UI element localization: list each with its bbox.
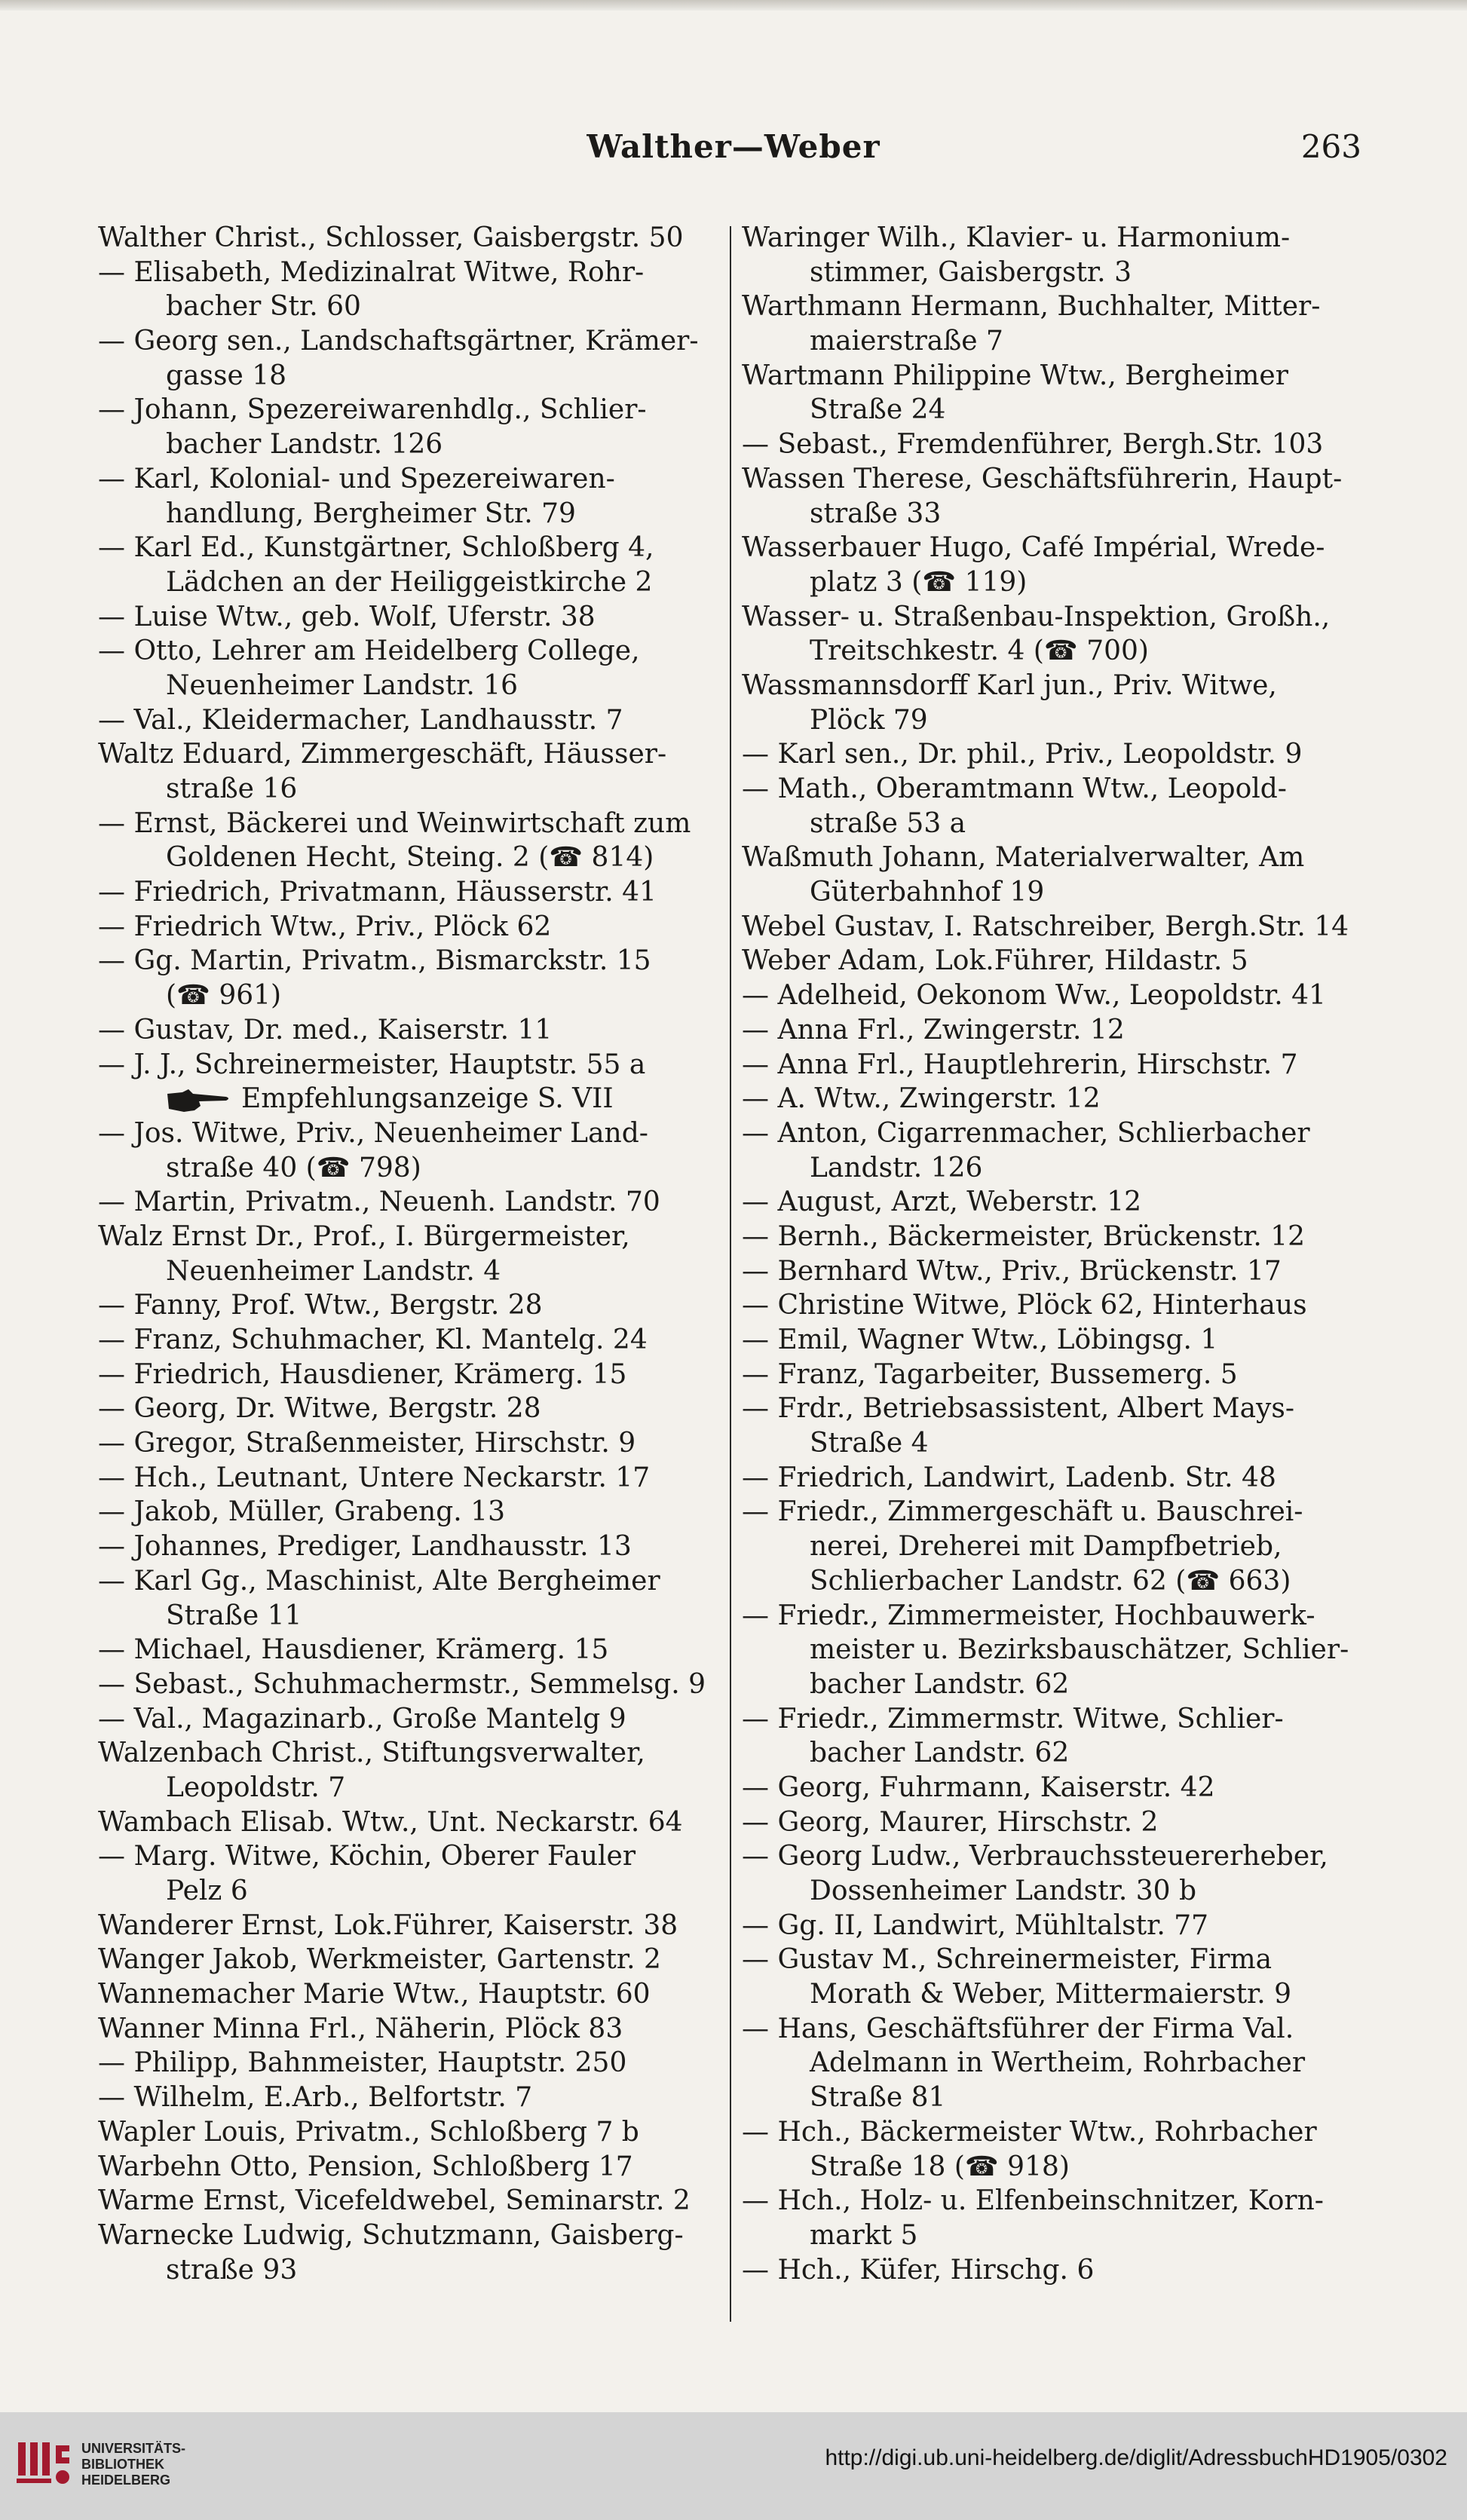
directory-entry-line	[98, 1977, 713, 2012]
entry-text: Adelmann in Wertheim, Rohrbacher	[810, 2047, 1306, 2079]
entry-text: — Johann, Spezereiwarenhdlg., Schlier-	[98, 394, 647, 426]
directory-entry-line	[742, 359, 1372, 393]
entry-text: — Bernhard Wtw., Priv., Brückenstr. 17	[742, 1255, 1282, 1287]
directory-entry-line	[98, 1909, 713, 1943]
entry-text: Webel Gustav, I. Ratschreiber, Bergh.Str. 14	[742, 911, 1349, 942]
directory-entry-line	[742, 772, 1372, 807]
entry-text: — Georg, Fuhrmann, Kaiserstr. 42	[742, 1771, 1215, 1803]
pointing-hand-icon	[166, 1088, 231, 1113]
entry-text: Walther Christ., Schlosser, Gaisbergstr. 50	[98, 222, 684, 253]
entry-text: — Friedrich, Hausdiener, Krämerg. 15	[98, 1358, 627, 1390]
directory-entry-line	[742, 737, 1372, 772]
directory-entry-line	[742, 2253, 1372, 2288]
entry-text: Wasser- u. Straßenbau-Inspektion, Großh.,	[742, 601, 1331, 632]
directory-entry-line	[98, 324, 713, 359]
directory-entry-line	[98, 1013, 713, 1048]
entry-text: — Hch., Holz- u. Elfenbeinschnitzer, Korn-	[742, 2185, 1324, 2217]
entry-text: — Georg sen., Landschaftsgärtner, Krämer-	[98, 326, 699, 357]
entry-text: Walz Ernst Dr., Prof., I. Bürgermeister,	[98, 1220, 630, 1252]
entry-text: — Elisabeth, Medizinalrat Witwe, Rohr-	[98, 256, 645, 288]
directory-entry-line	[742, 462, 1372, 497]
entry-text: — Gregor, Straßenmeister, Hirschstr. 9	[98, 1428, 636, 1459]
entry-text: — Friedr., Zimmermeister, Hochbauwerk-	[742, 1600, 1315, 1631]
entry-text: — Val., Kleidermacher, Landhausstr. 7	[98, 704, 623, 736]
entry-text: — Georg, Dr. Witwe, Bergstr. 28	[98, 1393, 541, 1425]
entry-text: stimmer, Gaisbergstr. 3	[810, 256, 1132, 288]
entry-text: — August, Arzt, Weberstr. 12	[742, 1187, 1142, 1218]
entry-text: Straße 4	[810, 1428, 929, 1459]
directory-entry-line	[742, 2012, 1372, 2047]
entry-text: — Friedrich, Landwirt, Ladenb. Str. 48	[742, 1462, 1276, 1493]
entry-text: straße 33	[810, 498, 942, 529]
library-name-line-3: HEIDELBERG	[81, 2473, 171, 2488]
directory-entry-line	[742, 1495, 1372, 1529]
directory-entry-line	[98, 462, 713, 497]
directory-entry-line	[98, 2012, 713, 2047]
directory-entry-line	[98, 807, 713, 841]
entry-text: — Anton, Cigarrenmacher, Schlierbacher	[742, 1117, 1310, 1149]
entry-text: Wassmannsdorff Karl jun., Priv. Witwe,	[742, 669, 1277, 701]
directory-entry-line	[98, 1771, 713, 1805]
entry-text: Wasserbauer Hugo, Café Impérial, Wrede-	[742, 532, 1325, 564]
entry-text: Wambach Elisab. Wtw., Unt. Neckarstr. 64	[98, 1806, 683, 1838]
entry-text: — Friedr., Zimmergeschäft u. Bauschrei-	[742, 1496, 1303, 1528]
directory-entry-line	[742, 1736, 1372, 1771]
directory-entry-line	[98, 1495, 713, 1529]
directory-entry-line	[98, 634, 713, 669]
directory-entry-line	[742, 1082, 1372, 1116]
entry-text: — Fanny, Prof. Wtw., Bergstr. 28	[98, 1290, 543, 1321]
directory-entry-line	[742, 634, 1372, 669]
entry-text: Wanger Jakob, Werkmeister, Gartenstr. 2	[98, 1944, 661, 1976]
entry-text: — Karl, Kolonial- und Spezereiwaren-	[98, 463, 615, 495]
directory-entry-line	[742, 944, 1372, 978]
directory-entry-line	[98, 1839, 713, 1874]
entry-text: Warnecke Ludwig, Schutzmann, Gaisberg-	[98, 2219, 684, 2251]
entry-text: (☎ 961)	[166, 980, 282, 1012]
directory-entry-line	[742, 1529, 1372, 1564]
directory-entry-line	[742, 1116, 1372, 1151]
entry-text: Leopoldstr. 7	[166, 1771, 346, 1803]
entry-text: maierstraße 7	[810, 326, 1003, 357]
entry-text: Plöck 79	[810, 704, 928, 736]
left-column	[98, 221, 713, 2287]
directory-entry-line	[742, 1909, 1372, 1943]
directory-entry-line	[742, 427, 1372, 462]
directory-entry-line	[98, 1392, 713, 1426]
directory-entry-line	[742, 1288, 1372, 1323]
directory-entry-line	[98, 1426, 713, 1461]
entry-text: Wanner Minna Frl., Näherin, Plöck 83	[98, 2013, 623, 2044]
entry-text: — Adelheid, Oekonom Ww., Leopoldstr. 41	[742, 980, 1326, 1012]
directory-entry-line	[98, 737, 713, 772]
entry-text: — Val., Magazinarb., Große Mantelg 9	[98, 1703, 626, 1735]
entry-text: — Georg, Maurer, Hirschstr. 2	[742, 1806, 1159, 1838]
directory-entry-line	[742, 807, 1372, 841]
entry-text: — Sebast., Schuhmachermstr., Semmelsg. 9	[98, 1668, 706, 1700]
entry-text: — Luise Wtw., geb. Wolf, Uferstr. 38	[98, 601, 596, 632]
entry-text: Warbehn Otto, Pension, Schloßberg 17	[98, 2151, 633, 2182]
entry-text: — Math., Oberamtmann Wtw., Leopold-	[742, 773, 1287, 804]
running-header: Walther—Weber	[586, 128, 881, 165]
entry-text: — Hch., Leutnant, Untere Neckarstr. 17	[98, 1462, 651, 1493]
directory-entry-line	[98, 2184, 713, 2218]
directory-entry-line	[98, 1667, 713, 1702]
library-name-line-1: UNIVERSITÄTS-	[81, 2441, 186, 2456]
entry-text: — Ernst, Bäckerei und Weinwirtschaft zum	[98, 807, 691, 839]
directory-entry-line	[742, 1185, 1372, 1220]
entry-text: straße 93	[166, 2254, 298, 2286]
entry-text: — Jakob, Müller, Grabeng. 13	[98, 1496, 505, 1528]
entry-text: — Karl Gg., Maschinist, Alte Bergheimer	[98, 1565, 660, 1597]
directory-entry-line	[98, 289, 713, 324]
entry-text: — Hch., Bäckermeister Wtw., Rohrbacher	[742, 2116, 1317, 2148]
entry-text: gasse 18	[166, 360, 287, 391]
entry-text: — A. Wtw., Zwingerstr. 12	[742, 1083, 1101, 1115]
entry-text: Straße 11	[166, 1600, 302, 1631]
directory-entry-line	[98, 600, 713, 635]
entry-text: Schlierbacher Landstr. 62 (☎ 663)	[810, 1565, 1291, 1597]
entry-text: — Johannes, Prediger, Landhausstr. 13	[98, 1531, 632, 1563]
directory-entry-line	[98, 1185, 713, 1220]
entry-text: — Otto, Lehrer am Heidelberg College,	[98, 635, 640, 667]
entry-text: Goldenen Hecht, Steing. 2 (☎ 814)	[166, 842, 654, 874]
entry-text: — Karl Ed., Kunstgärtner, Schloßberg 4,	[98, 532, 654, 564]
library-name	[81, 2441, 185, 2488]
directory-entry-line	[742, 324, 1372, 359]
directory-entry-line	[98, 978, 713, 1013]
entry-text: — Michael, Hausdiener, Krämerg. 15	[98, 1634, 609, 1666]
entry-text: — Hans, Geschäftsführer der Firma Val.	[742, 2013, 1294, 2044]
directory-entry-line	[742, 1667, 1372, 1702]
directory-entry-line	[98, 2218, 713, 2253]
directory-entry-line	[98, 875, 713, 910]
directory-entry-line	[742, 1805, 1372, 1840]
entry-text: — Philipp, Bahnmeister, Hauptstr. 250	[98, 2047, 627, 2079]
entry-text: — Georg Ludw., Verbrauchssteuererheber,	[742, 1841, 1328, 1872]
entry-text: Wartmann Philippine Wtw., Bergheimer	[742, 360, 1288, 391]
directory-entry-line	[98, 359, 713, 393]
directory-entry-line	[742, 393, 1372, 427]
directory-entry-line	[742, 875, 1372, 910]
directory-entry-line	[742, 600, 1372, 635]
entry-text: Landstr. 126	[810, 1152, 983, 1183]
entry-text: Warthmann Hermann, Buchhalter, Mitter-	[742, 291, 1321, 323]
entry-text: handlung, Bergheimer Str. 79	[166, 498, 576, 529]
directory-entry-line	[742, 289, 1372, 324]
directory-entry-line	[742, 1426, 1372, 1461]
directory-entry-line	[742, 2081, 1372, 2115]
directory-entry-line	[98, 565, 713, 600]
directory-entry-line	[742, 2184, 1372, 2218]
directory-entry-line	[98, 256, 713, 290]
directory-entry-line	[742, 1977, 1372, 2012]
directory-entry-line	[742, 2150, 1372, 2185]
directory-entry-line	[98, 669, 713, 703]
directory-entry-line	[742, 1702, 1372, 1737]
entry-text: Neuenheimer Landstr. 4	[166, 1255, 501, 1287]
directory-entry-line	[98, 1254, 713, 1289]
directory-entry-line	[98, 393, 713, 427]
directory-entry-line	[742, 1564, 1372, 1599]
entry-text: — Gustav M., Schreinermeister, Firma	[742, 1944, 1273, 1976]
entry-text: — Anna Frl., Zwingerstr. 12	[742, 1014, 1125, 1046]
directory-entry-line	[98, 703, 713, 738]
directory-entry-line	[742, 841, 1372, 875]
entry-text: — Franz, Schuhmacher, Kl. Mantelg. 24	[98, 1324, 648, 1355]
entry-text: Waßmuth Johann, Materialverwalter, Am	[742, 842, 1305, 874]
entry-text: bacher Landstr. 126	[166, 429, 443, 461]
directory-entry-line	[98, 1358, 713, 1392]
entry-text: Güterbahnhof 19	[810, 877, 1045, 908]
directory-entry-line	[98, 427, 713, 462]
directory-entry-line	[742, 256, 1372, 290]
entry-text: — Friedr., Zimmermstr. Witwe, Schlier-	[742, 1703, 1284, 1735]
directory-entry-line	[742, 2218, 1372, 2253]
entry-text: — Marg. Witwe, Köchin, Oberer Fauler	[98, 1841, 636, 1872]
entry-text: — Frdr., Betriebsassistent, Albert Mays-	[742, 1393, 1295, 1425]
directory-entry-line	[742, 1013, 1372, 1048]
entry-text: Pelz 6	[166, 1875, 248, 1906]
entry-text: — Franz, Tagarbeiter, Bussemerg. 5	[742, 1358, 1238, 1390]
directory-entry-line	[742, 1771, 1372, 1805]
directory-entry-line	[742, 1254, 1372, 1289]
directory-entry-line	[742, 1633, 1372, 1667]
directory-entry-line	[742, 1220, 1372, 1254]
directory-entry-line	[742, 531, 1372, 565]
entry-text: straße 53 a	[810, 807, 966, 839]
entry-text: Lädchen an der Heiliggeistkirche 2	[166, 566, 653, 598]
directory-entry-line	[742, 703, 1372, 738]
entry-text: — Friedrich Wtw., Priv., Plöck 62	[98, 911, 552, 942]
entry-text: platz 3 (☎ 119)	[810, 566, 1028, 598]
column-divider	[730, 226, 731, 2322]
directory-entry-line	[742, 978, 1372, 1013]
directory-entry-line	[98, 1288, 713, 1323]
directory-entry-line	[98, 841, 713, 875]
entry-text: Wannemacher Marie Wtw., Hauptstr. 60	[98, 1979, 651, 2010]
directory-entry-line	[98, 1702, 713, 1737]
directory-entry-line	[742, 1358, 1372, 1392]
entry-text: nerei, Dreherei mit Dampfbetrieb,	[810, 1531, 1282, 1563]
directory-entry-line	[98, 1633, 713, 1667]
entry-text: Neuenheimer Landstr. 16	[166, 669, 519, 701]
entry-text: Straße 18 (☎ 918)	[810, 2151, 1070, 2182]
directory-entry-line	[98, 2150, 713, 2185]
directory-entry-line	[98, 1805, 713, 1840]
entry-text: Weber Adam, Lok.Führer, Hildastr. 5	[742, 945, 1248, 977]
directory-entry-line	[742, 669, 1372, 703]
entry-text: bacher Str. 60	[166, 291, 361, 323]
directory-entry-line	[98, 1151, 713, 1186]
entry-text: Warme Ernst, Vicefeldwebel, Seminarstr. 2	[98, 2185, 691, 2217]
directory-entry-line	[98, 1461, 713, 1496]
entry-text: — Sebast., Fremdenführer, Bergh.Str. 103	[742, 429, 1324, 461]
directory-entry-line	[98, 1323, 713, 1358]
directory-entry-line	[742, 2115, 1372, 2150]
directory-entry-line	[98, 2081, 713, 2115]
entry-text: Wapler Louis, Privatm., Schloßberg 7 b	[98, 2116, 639, 2148]
entry-text: Waringer Wilh., Klavier- u. Harmonium-	[742, 222, 1291, 253]
directory-entry-line	[98, 944, 713, 978]
entry-text: bacher Landstr. 62	[810, 1668, 1070, 1700]
directory-entry-line	[742, 1874, 1372, 1909]
entry-text: Straße 24	[810, 394, 946, 426]
directory-entry-line	[98, 1082, 713, 1116]
entry-text: — Martin, Privatm., Neuenh. Landstr. 70	[98, 1187, 660, 1218]
directory-entry-line	[98, 1599, 713, 1634]
entry-text: Wassen Therese, Geschäftsführerin, Haupt-	[742, 463, 1343, 495]
directory-entry-line	[98, 910, 713, 945]
footer-bar	[0, 2412, 1467, 2520]
directory-entry-line	[98, 1048, 713, 1082]
directory-entry-line	[98, 772, 713, 807]
entry-text: Straße 81	[810, 2082, 946, 2114]
entry-text: — Wilhelm, E.Arb., Belfortstr. 7	[98, 2082, 533, 2114]
directory-entry-line	[98, 1564, 713, 1599]
university-library-logo	[14, 2435, 74, 2495]
entry-text: Empfehlungsanzeige S. VII	[241, 1083, 614, 1115]
entry-text: straße 16	[166, 773, 298, 804]
entry-text: — Gg. II, Landwirt, Mühltalstr. 77	[742, 1909, 1209, 1941]
entry-text: meister u. Bezirksbauschätzer, Schlier-	[810, 1634, 1349, 1666]
source-url-link[interactable]: http://digi.ub.uni-heidelberg.de/diglit/AdressbuchHD1905/0302	[825, 2445, 1447, 2470]
directory-entry-line	[742, 910, 1372, 945]
directory-entry-line	[98, 1116, 713, 1151]
directory-entry-line	[742, 1943, 1372, 1977]
directory-entry-line	[98, 497, 713, 531]
directory-entry-line	[742, 1151, 1372, 1186]
entry-text: — Bernh., Bäckermeister, Brückenstr. 12	[742, 1220, 1306, 1252]
directory-entry-line	[742, 497, 1372, 531]
entry-text: markt 5	[810, 2219, 918, 2251]
directory-entry-line	[98, 221, 713, 256]
directory-entry-line	[742, 565, 1372, 600]
directory-entry-line	[742, 1461, 1372, 1496]
entry-text: Treitschkestr. 4 (☎ 700)	[810, 635, 1149, 667]
directory-entry-line	[742, 1392, 1372, 1426]
entry-text: — Christine Witwe, Plöck 62, Hinterhaus	[742, 1290, 1307, 1321]
entry-text: — Gg. Martin, Privatm., Bismarckstr. 15	[98, 945, 651, 977]
directory-entry-line	[742, 1323, 1372, 1358]
entry-text: bacher Landstr. 62	[810, 1738, 1070, 1769]
directory-entry-line	[98, 531, 713, 565]
entry-text: Dossenheimer Landstr. 30 b	[810, 1875, 1197, 1906]
entry-text: — J. J., Schreinermeister, Hauptstr. 55 a	[98, 1049, 646, 1080]
directory-entry-line	[742, 2046, 1372, 2081]
directory-entry-line	[742, 1048, 1372, 1082]
directory-entry-line	[98, 2046, 713, 2081]
entry-text: — Hch., Küfer, Hirschg. 6	[742, 2254, 1095, 2286]
directory-entry-line	[98, 1736, 713, 1771]
entry-text: — Gustav, Dr. med., Kaiserstr. 11	[98, 1014, 553, 1046]
entry-text: — Friedrich, Privatmann, Häusserstr. 41	[98, 877, 657, 908]
directory-entry-line	[98, 1943, 713, 1977]
directory-entry-line	[742, 221, 1372, 256]
page-number: 263	[1300, 128, 1361, 165]
entry-text: — Anna Frl., Hauptlehrerin, Hirschstr. 7	[742, 1049, 1298, 1080]
right-column	[742, 221, 1372, 2287]
library-name-line-2: BIBLIOTHEK	[81, 2457, 164, 2472]
entry-text: — Jos. Witwe, Priv., Neuenheimer Land-	[98, 1117, 648, 1149]
directory-entry-line	[98, 2115, 713, 2150]
entry-text: — Karl sen., Dr. phil., Priv., Leopoldstr. 9	[742, 739, 1303, 770]
entry-text: straße 40 (☎ 798)	[166, 1152, 421, 1183]
entry-text: — Emil, Wagner Wtw., Löbingsg. 1	[742, 1324, 1218, 1355]
entry-text: Walzenbach Christ., Stiftungsverwalter,	[98, 1738, 645, 1769]
entry-text: Waltz Eduard, Zimmergeschäft, Häusser-	[98, 739, 667, 770]
directory-entry-line	[98, 2253, 713, 2288]
directory-entry-line	[98, 1220, 713, 1254]
directory-entry-line	[742, 1839, 1372, 1874]
directory-entry-line	[98, 1874, 713, 1909]
directory-entry-line	[98, 1529, 713, 1564]
entry-text: Wanderer Ernst, Lok.Führer, Kaiserstr. 38	[98, 1909, 678, 1941]
directory-entry-line	[742, 1599, 1372, 1634]
entry-text: Morath & Weber, Mittermaierstr. 9	[810, 1979, 1292, 2010]
